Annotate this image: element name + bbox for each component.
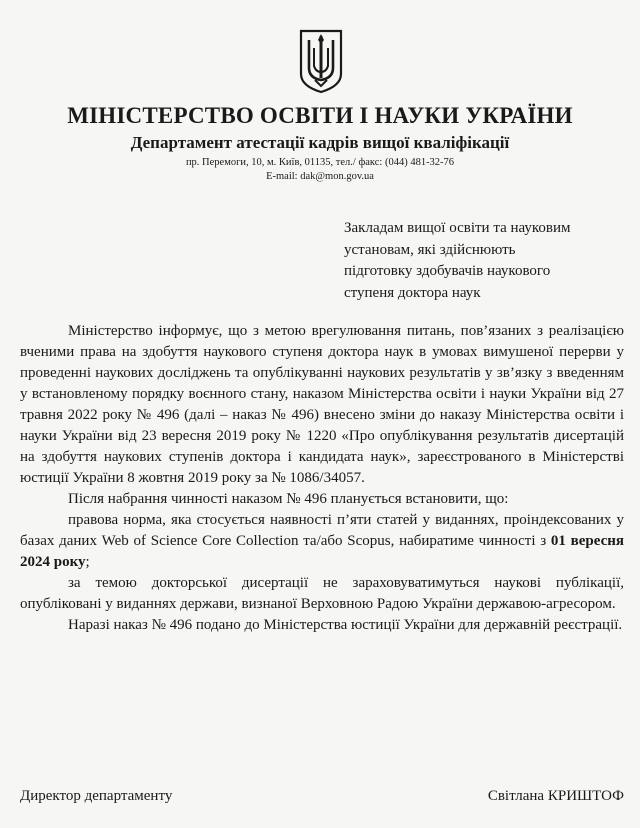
signer-name: Світлана КРИШТОФ bbox=[487, 788, 624, 804]
scopus-rule-end: ; bbox=[85, 554, 90, 570]
department-address: пр. Перемоги, 10, м. Київ, 01135, тел./ факс: (044) 481-32-76 bbox=[185, 157, 455, 168]
department-email: E-mail: dak@mon.gov.ua bbox=[266, 171, 374, 182]
scopus-rule-text: правова норма, яка стосується наявності п’яти статей у виданнях, проіндексованих у базах даних Web of Science Core Collection та/або Scopus, набиратиме чинності з bbox=[20, 512, 624, 549]
recipient-line: підготовку здобувачів наукового bbox=[344, 263, 551, 279]
letter-body bbox=[20, 321, 624, 636]
recipient-line: Закладам вищої освіти та науковим bbox=[344, 220, 571, 236]
signer-title: Директор департаменту bbox=[20, 788, 173, 804]
paragraph-aggressor-publications: за темою докторської дисертації не зараховуватимуться наукові публікації, опубліковані у виданнях держави, визнаної Верховною Радою України державою-агресором. bbox=[20, 575, 624, 612]
paragraph-registration: Наразі наказ № 496 подано до Міністерства юстиції України для державній реєстрації. bbox=[68, 617, 623, 633]
paragraph-scopus-rule bbox=[20, 510, 624, 573]
effective-date: 01 вересня 2024 року bbox=[20, 533, 624, 570]
recipient-line: установам, які здійснюють bbox=[344, 241, 516, 258]
paragraph-order-changes: Після набрання чинності наказом № 496 планується встановити, що: bbox=[68, 491, 509, 507]
paragraph-intro: Міністерство інформує, що з метою врегулювання питань, пов’язаних з реалізацією вченими права на здобуття наукового ступеня доктора наук в умовах вимушеної перерви у проведенні наукових досліджень та опублікуванні наукових результатів у зв’язку з введенням у встановленому порядку воєнного стану, наказом Міністерства освіти і науки України від 27 травня 2022 року № 496 (далі – наказ № 496) внесено зміни до наказу Міністерства освіти і науки України від 23 вересня 2019 року № 1220 «Про опублікування результатів дисертацій на здобуття наукових ступенів доктора і кандидата наук», зареєстрованого в Міністерстві юстиції України 8 жовтня 2019 року за № 1086/34057. bbox=[20, 323, 624, 486]
recipient-line: ступеня доктора наук bbox=[344, 284, 481, 301]
recipient-block bbox=[344, 218, 634, 304]
ministry-name: МІНІСТЕРСТВО ОСВІТИ І НАУКИ УКРАЇНИ bbox=[67, 103, 573, 128]
trident-coat-of-arms-icon bbox=[298, 28, 344, 94]
department-name: Департамент атестації кадрів вищої кваліфікації bbox=[130, 133, 510, 152]
